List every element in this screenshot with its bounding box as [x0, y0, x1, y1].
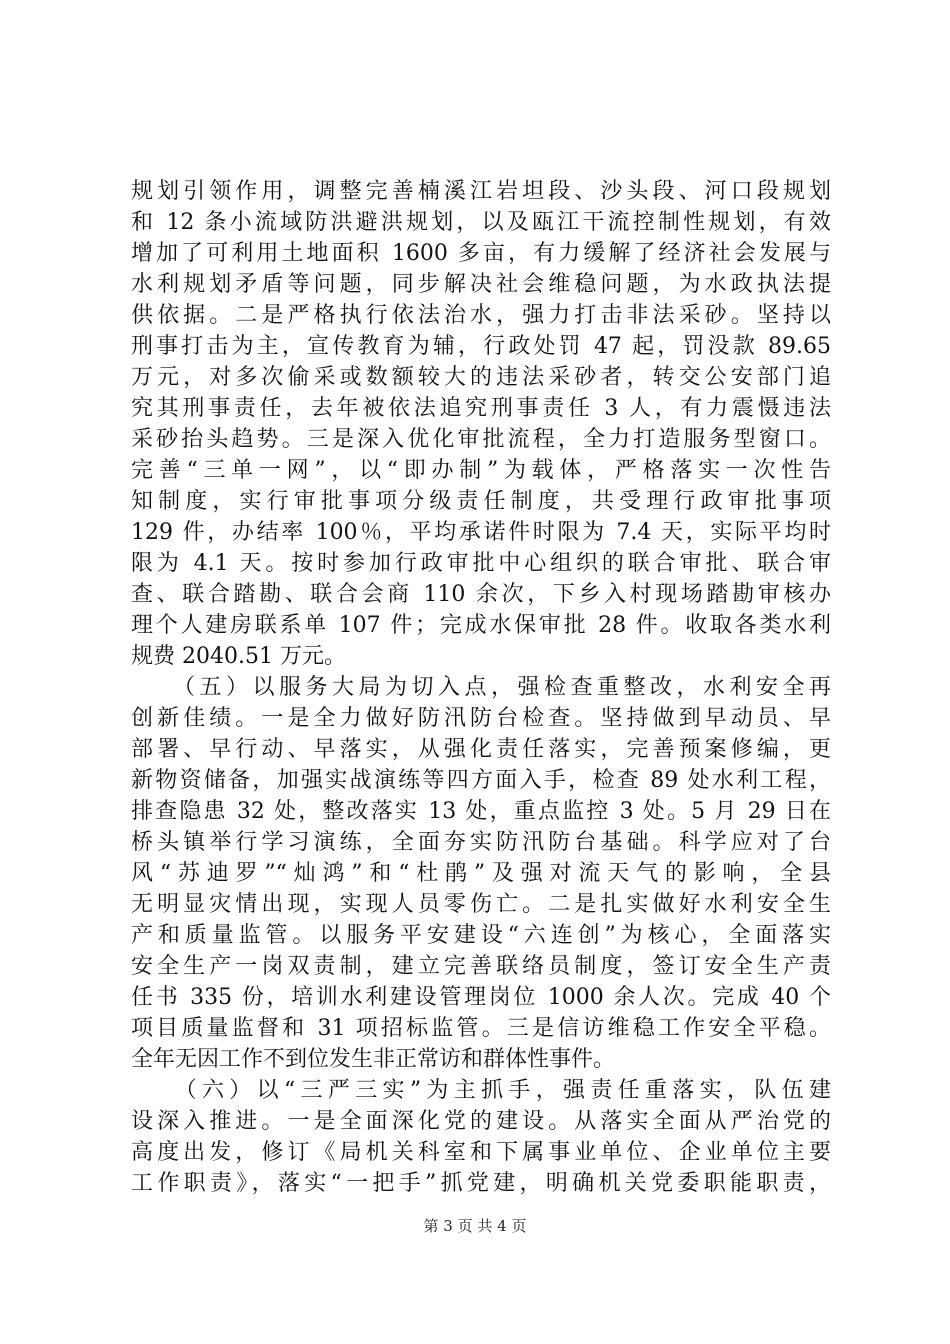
- text-line: 知制度，实行审批事项分级责任制度，共受理行政审批事项: [131, 489, 831, 514]
- text-line: 129 件，办结率 100％，平均承诺件时限为 7.4 天，实际平均时: [131, 520, 831, 545]
- text-line: 高度出发，修订《局机关科室和下属事业单位、企业单位主要: [131, 1140, 831, 1165]
- text-line: 增加了可利用土地面积 1600 多亩，有力缓解了经济社会发展与: [131, 241, 831, 266]
- text-line: 水利规划矛盾等问题，同步解决社会维稳问题，为水政执法提: [131, 272, 831, 297]
- text-line: 查、联合踏勘、联合会商 110 余次，下乡入村现场踏勘审核办: [131, 582, 831, 607]
- text-line: 创新佳绩。一是全力做好防汛防台检查。坚持做到早动员、早: [131, 706, 831, 731]
- paragraph-start-line: （五）以服务大局为切入点，强检查重整改，水利安全再: [131, 675, 831, 700]
- text-line: 项目质量监督和 31 项招标监管。三是信访维稳工作安全平稳。: [131, 1016, 831, 1041]
- text-line: 部署、早行动、早落实，从强化责任落实，完善预案修编，更: [131, 737, 831, 762]
- text-line: 排查隐患 32 处，整改落实 13 处，重点监控 3 处。5 月 29 日在: [131, 799, 831, 824]
- body-text: [131, 176, 831, 1199]
- text-line: 限为 4.1 天。按时参加行政审批中心组织的联合审批、联合审: [131, 551, 831, 576]
- text-line: 理个人建房联系单 107 件；完成水保审批 28 件。收取各类水利: [131, 613, 831, 638]
- page-footer: 第 3 页 共 4 页: [423, 1217, 527, 1235]
- text-line: 采砂抬头趋势。三是深入优化审批流程，全力打造服务型窗口。: [131, 427, 831, 452]
- text-line: 安全生产一岗双责制，建立完善联络员制度，签订安全生产责: [131, 954, 831, 979]
- text-line: 产和质量监管。以服务平安建设“六连创”为核心，全面落实: [131, 923, 831, 948]
- text-line: 无明显灾情出现，实现人员零伤亡。二是扎实做好水利安全生: [131, 892, 831, 917]
- paragraph-end-line: 全年无因工作不到位发生非正常访和群体性事件。: [131, 1047, 616, 1072]
- text-line: 工作职责》，落实“一把手”抓党建，明确机关党委职能职责，: [131, 1171, 831, 1196]
- text-line: 万元，对多次偷采或数额较大的违法采砂者，转交公安部门追: [131, 365, 831, 390]
- paragraph-end-line: 规费 2040.51 万元。: [131, 644, 346, 669]
- text-line: 新物资储备，加强实战演练等四方面入手，检查 89 处水利工程，: [131, 768, 831, 793]
- text-line: 刑事打击为主，宣传教育为辅，行政处罚 47 起，罚没款 89.65: [131, 334, 831, 359]
- text-line: 桥头镇举行学习演练，全面夯实防汛防台基础。科学应对了台: [131, 830, 831, 855]
- text-line: 任书 335 份，培训水利建设管理岗位 1000 余人次。完成 40 个: [131, 985, 831, 1010]
- text-line: 规划引领作用，调整完善楠溪江岩坦段、沙头段、河口段规划: [131, 179, 831, 204]
- text-line: 风“苏迪罗”“灿鸿”和“杜鹃”及强对流天气的影响，全县: [131, 861, 831, 886]
- paragraph-start-line: （六）以“三严三实”为主抓手，强责任重落实，队伍建: [131, 1078, 831, 1103]
- text-line: 和 12 条小流域防洪避洪规划，以及瓯江干流控制性规划，有效: [131, 210, 831, 235]
- text-line: 设深入推进。一是全面深化党的建设。从落实全面从严治党的: [131, 1109, 831, 1134]
- text-line: 究其刑事责任，去年被依法追究刑事责任 3 人，有力震慑违法: [131, 396, 831, 421]
- text-line: 供依据。二是严格执行依法治水，强力打击非法采砂。坚持以: [131, 303, 831, 328]
- text-line: 完善“三单一网”，以“即办制”为载体，严格落实一次性告: [131, 458, 831, 483]
